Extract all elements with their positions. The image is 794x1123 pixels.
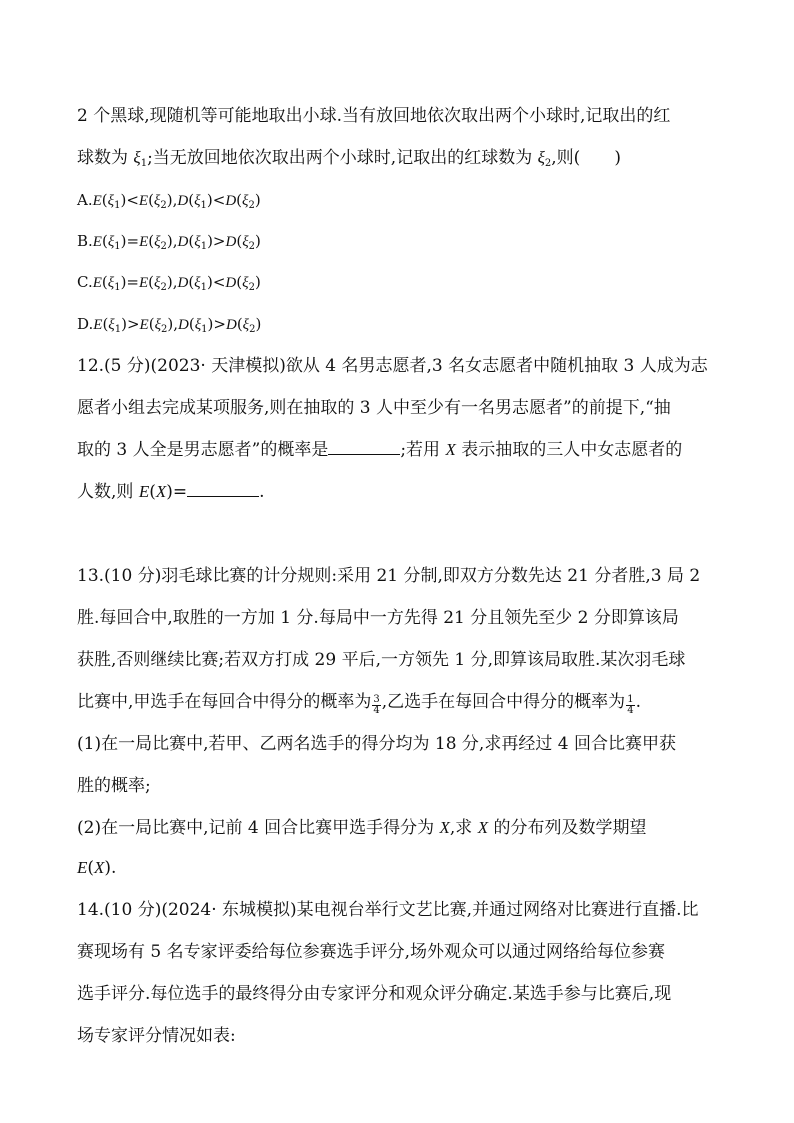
q13-line-8: E(X).	[77, 858, 117, 878]
q13-line-3: 获胜,否则继续比赛;若双方打成 29 平后,一方领先 1 分,即算该局取胜.某次羽毛球	[77, 650, 686, 670]
q11-option-d: $D.E(\xi_1)>E(\xi_2),D(\xi_1)>D(\xi_2)$	[77, 315, 262, 335]
q13-line-1: 13.(10 分)羽毛球比赛的计分规则:采用 21 分制,即双方分数先达 21 分者胜,3 局 2	[77, 566, 701, 586]
q12-line-3: 取的 3 人全是男志愿者”的概率是 ;若用 X 表示抽取的三人中女志愿者的	[77, 440, 683, 460]
q14-line-2: 赛现场有 5 名专家评委给每位参赛选手评分,场外观众可以通过网络给每位参赛	[77, 942, 666, 962]
q13-line-6: 胜的概率;	[77, 776, 151, 796]
answer-blank-2	[187, 480, 259, 497]
q12-line-4: 人数,则 E(X)= .	[77, 482, 265, 502]
q11-line-1: 2 个黑球,现随机等可能地取出小球.当有放回地依次取出两个小球时,记取出的红	[77, 106, 671, 126]
q14-line-4: 场专家评分情况如表:	[77, 1026, 236, 1046]
q11-option-c: $C.E(\xi_1)=E(\xi_2),D(\xi_1)<D(\xi_2)$	[77, 273, 261, 293]
q14-line-1: 14.(10 分)(2024· 东城模拟)某电视台举行文艺比赛,并通过网络对比赛进行直播.比	[77, 900, 699, 920]
q12-line-2: 愿者小组去完成某项服务,则在抽取的 3 人中至少有一名男志愿者”的前提下,“抽	[77, 398, 671, 418]
q13-line-7: (2)在一局比赛中,记前 4 回合比赛甲选手得分为 X,求 X 的分布列及数学期望	[77, 818, 647, 838]
fraction-three-quarters: $\frac{3}{4}$	[373, 694, 380, 716]
q11-option-a: $A.E(\xi_1)<E(\xi_2),D(\xi_1)<D(\xi_2)$	[77, 191, 261, 211]
q12-line-1: 12.(5 分)(2023· 天津模拟)欲从 4 名男志愿者,3 名女志愿者中随机抽取 3 人成为志	[77, 356, 708, 376]
answer-blank-1	[328, 438, 400, 455]
q13-line-5: (1)在一局比赛中,若甲、乙两名选手的得分均为 18 分,求再经过 4 回合比赛甲获	[77, 734, 676, 754]
q13-line-4: 比赛中,甲选手在每回合中得分的概率为 $\frac{3}{4}$ ,乙选手在每回合中得分的概率为 $\frac{1}{4}$ .	[77, 692, 641, 716]
fraction-one-quarter: $\frac{1}{4}$	[627, 694, 634, 716]
q13-line-2: 胜.每回合中,取胜的一方加 1 分.每局中一方先得 21 分且领先至少 2 分即算该局	[77, 608, 679, 628]
q14-line-3: 选手评分.每位选手的最终得分由专家评分和观众评分确定.某选手参与比赛后,现	[77, 984, 672, 1004]
q11-line-2: 球数为 $\xi_1$;当无放回地依次取出两个小球时,记取出的红球数为 $\xi_2$,则( )	[77, 148, 621, 169]
q11-option-b: $B.E(\xi_1)=E(\xi_2),D(\xi_1)>D(\xi_2)$	[77, 232, 261, 252]
